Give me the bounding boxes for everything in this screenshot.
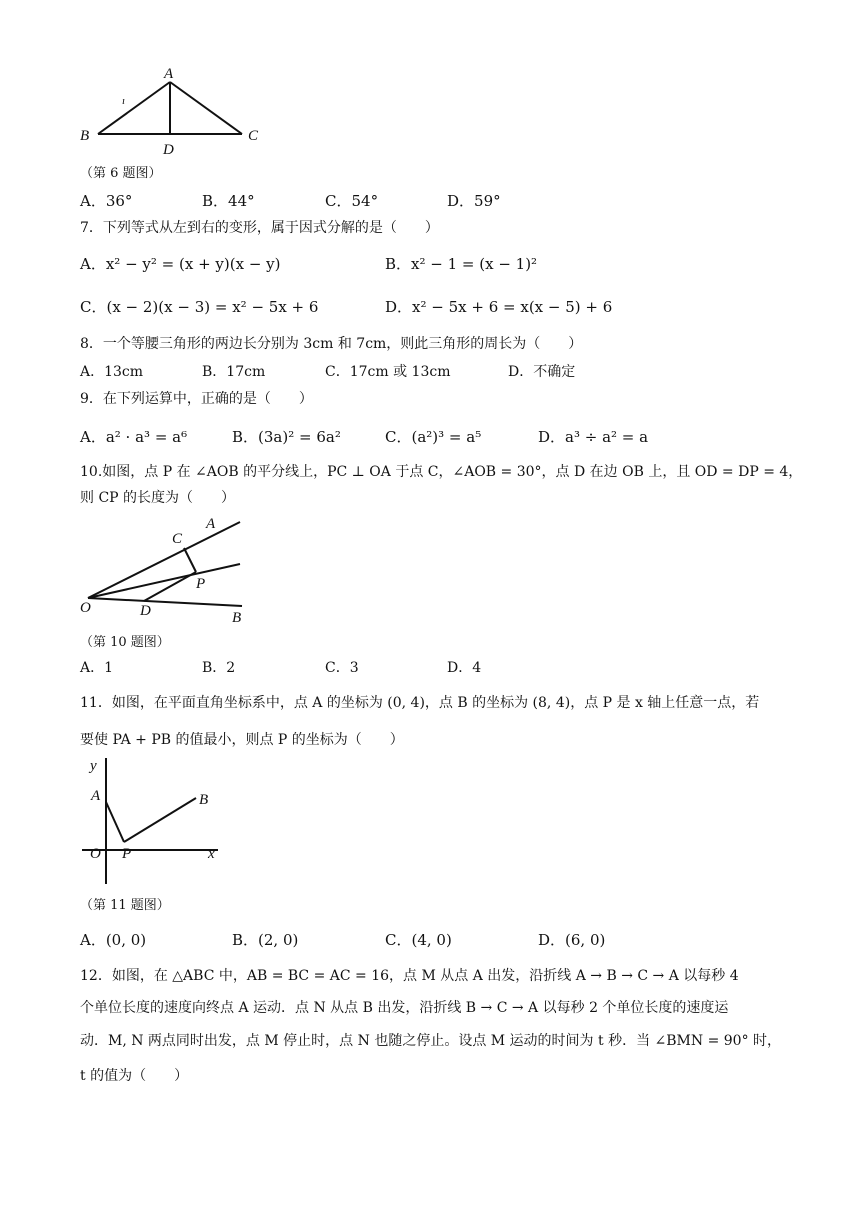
label-p: P [122,846,132,862]
q10-stem-line1: 10.如图，点 P 在 ∠AOB 的平分线上，PC ⊥ OA 于点 C，∠AOB = 30°，点 D 在边 OB 上，且 OD = DP = 4， [80,464,803,480]
q10-option-c: C．3 [325,660,359,676]
label-b: B [80,128,90,144]
q8-option-c: C．17cm 或 13cm [325,364,451,380]
q11-option-a: A．(0, 0) [80,931,147,949]
q9-option-b: B．(3a)² = 6a² [232,428,341,446]
q9-option-a: A．a² · a³ = a⁶ [80,428,188,446]
q11-option-c: C．(4, 0) [385,931,452,949]
q11-option-b: B．(2, 0) [232,931,299,949]
q6-option-b: B．44° [202,192,255,210]
figure-q10 [78,512,258,628]
q11-stem-line1: 11．如图，在平面直角坐标系中，点 A 的坐标为 (0, 4)，点 B 的坐标为 (8, 4)，点 P 是 x 轴上任意一点，若 [80,695,760,711]
q10-option-b: B．2 [202,660,236,676]
q6-option-c: C．54° [325,192,379,210]
label-o: O [90,846,101,862]
q11-stem-line2: 要使 PA + PB 的值最小，则点 P 的坐标为（ ） [80,732,404,748]
label-b: B [232,610,242,626]
caption-q10: （第 10 题图） [80,635,170,650]
segment-pa [106,802,124,842]
q8-option-d: D．不确定 [508,364,576,380]
q8-stem: 8．一个等腰三角形的两边长分别为 3cm 和 7cm，则此三角形的周长为（ ） [80,336,583,352]
ray-ob [88,598,242,606]
segment-ac [170,82,242,134]
q7-option-c: C．(x − 2)(x − 3) = x² − 5x + 6 [80,298,319,316]
q7-stem: 7．下列等式从左到右的变形，属于因式分解的是（ ） [80,220,439,236]
segment-pb [124,798,196,842]
caption-q6: （第 6 题图） [80,166,162,181]
label-o: O [80,600,91,616]
q12-line3: 动．M, N 两点同时出发，点 M 停止时，点 N 也随之停止。设点 M 运动的时间为 t 秒．当 ∠BMN = 90° 时， [80,1033,782,1049]
q9-option-c: C．(a²)³ = a⁵ [385,428,482,446]
q7-option-d: D．x² − 5x + 6 = x(x − 5) + 6 [385,298,613,316]
triangle-abc-diagram [70,62,270,160]
figure-q11 [78,754,228,890]
q9-stem: 9．在下列运算中，正确的是（ ） [80,391,313,407]
q8-option-b: B．17cm [202,364,266,380]
figure-q6 [70,62,270,160]
label-p: P [196,576,206,592]
q10-stem-line2: 则 CP 的长度为（ ） [80,490,236,506]
q9-option-d: D．a³ ÷ a² = a [538,428,649,446]
q12-line4: t 的值为（ ） [80,1068,189,1084]
q7-option-b: B．x² − 1 = (x − 1)² [385,255,538,273]
q10-option-d: D．4 [447,660,482,676]
angle-bisector-diagram [78,512,258,628]
label-a: A [164,66,174,82]
segment-dp [144,572,196,601]
q12-line1: 12．如图，在 △ABC 中，AB = BC = AC = 16，点 M 从点 A 出发，沿折线 A → B → C → A 以每秒 4 [80,968,739,984]
q12-line2: 个单位长度的速度向终点 A 运动．点 N 从点 B 出发，沿折线 B → C → A 以每秒 2 个单位长度的速度运 [80,1000,729,1016]
label-c: C [248,128,259,144]
q8-option-a: A．13cm [80,364,144,380]
caption-q11: （第 11 题图） [80,898,170,913]
ray-oa [88,522,240,598]
q11-option-d: D．(6, 0) [538,931,606,949]
label-d: D [163,142,174,158]
label-b: B [199,792,209,808]
q6-option-d: D．59° [447,192,501,210]
coordinate-plane-diagram [78,754,228,890]
label-y: y [90,758,97,774]
q7-option-a: A．x² − y² = (x + y)(x − y) [80,255,281,273]
label-c: C [172,531,183,547]
label-a: A [206,516,216,532]
label-x: x [208,846,215,862]
segment-ab [98,82,170,134]
label-a: A [91,788,101,804]
segment-pc [184,548,196,572]
bisector-op [88,564,240,598]
q10-option-a: A．1 [80,660,114,676]
tick-mark: ı [122,95,126,107]
label-d: D [140,603,151,619]
q6-option-a: A．36° [80,192,133,210]
